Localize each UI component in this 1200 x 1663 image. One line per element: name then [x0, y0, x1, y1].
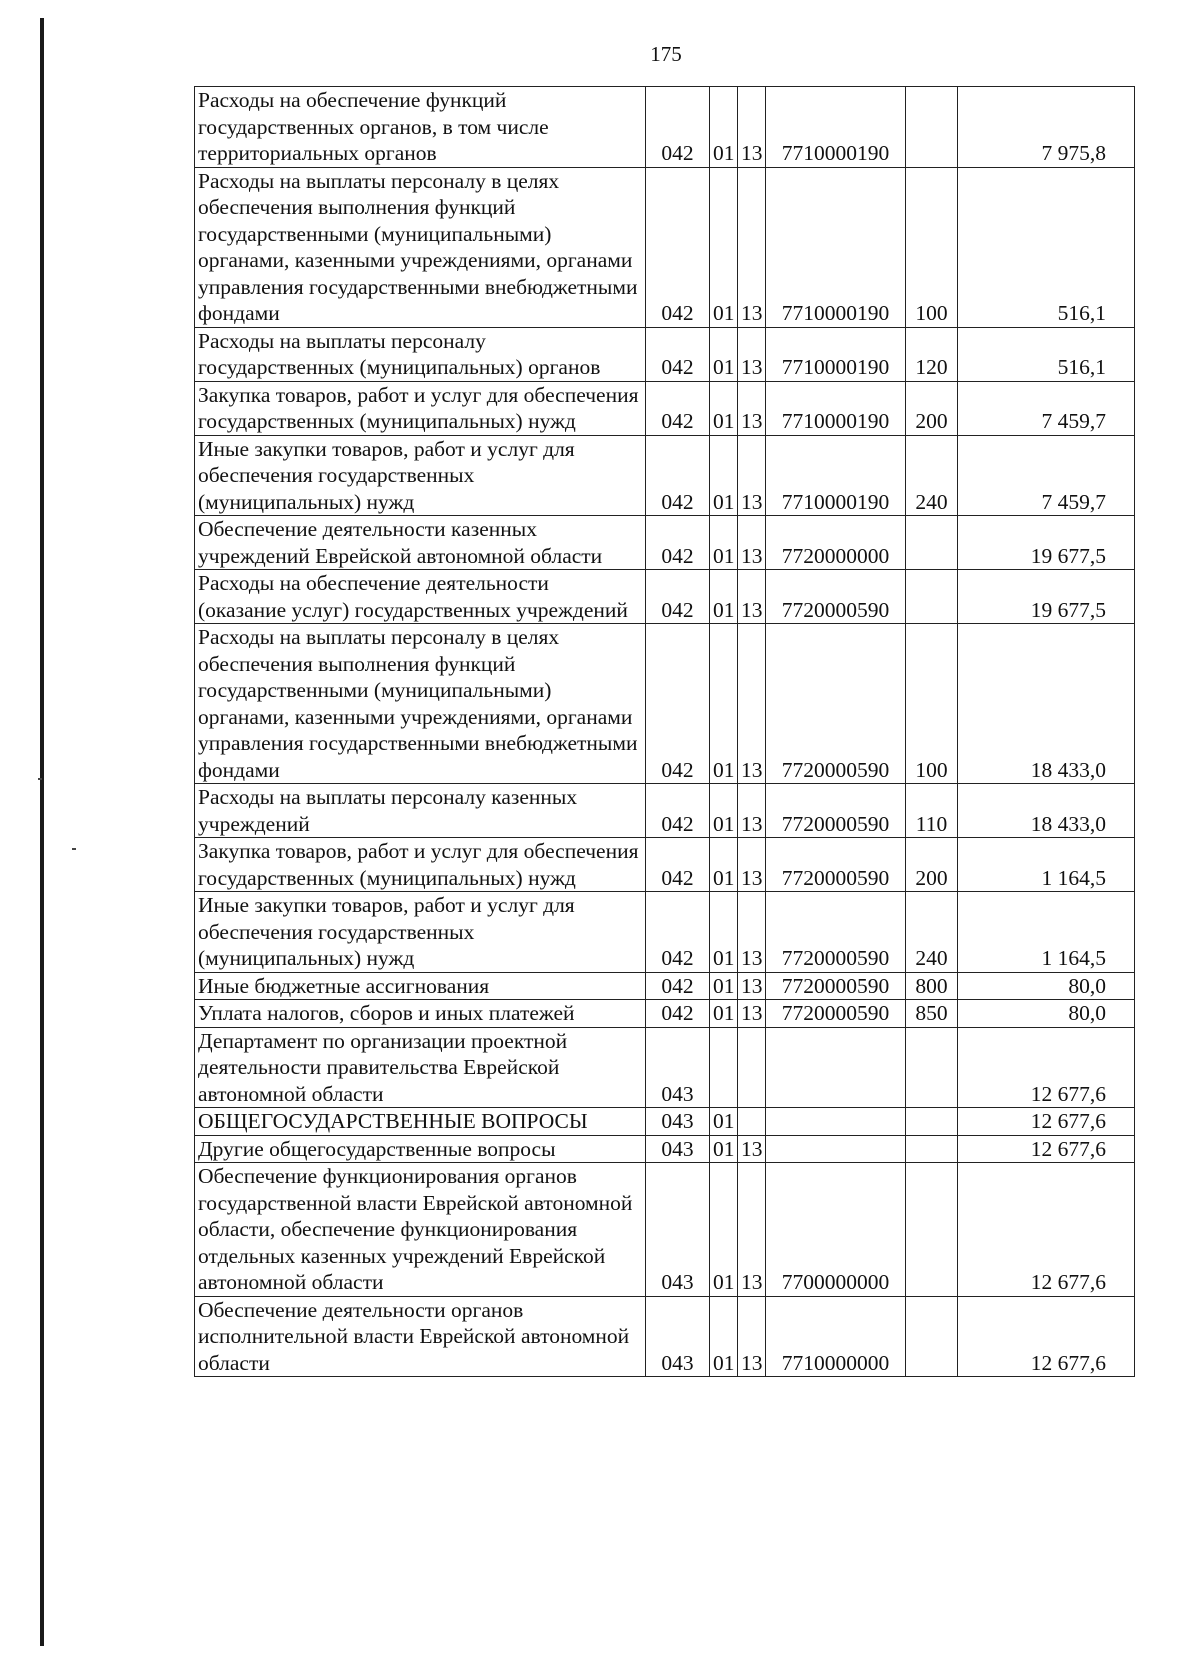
table-row	[195, 624, 1135, 784]
row-subsection-cell: 13	[738, 381, 766, 435]
row-grbs-cell: 043	[646, 1135, 710, 1163]
row-name-cell: Расходы на выплаты персоналу в целях обеспечения выполнения функций государственными (муниципальными) органами, казенными учреждениями, органами управления государственными внебюджетными фондами	[195, 167, 646, 327]
page-number: 175	[650, 42, 682, 66]
row-grbs-cell: 042	[646, 624, 710, 784]
table-row	[195, 327, 1135, 381]
table-row	[195, 972, 1135, 1000]
row-target-article-cell: 7710000000	[766, 1296, 906, 1377]
row-name-cell: Закупка товаров, работ и услуг для обеспечения государственных (муниципальных) нужд	[195, 381, 646, 435]
row-name-cell: Расходы на выплаты персоналу в целях обеспечения выполнения функций государственными (муниципальными) органами, казенными учреждениями, органами управления государственными внебюджетными фондами	[195, 624, 646, 784]
table-row	[195, 838, 1135, 892]
row-section-cell: 01	[710, 1296, 738, 1377]
row-expense-type-cell	[906, 516, 958, 570]
row-grbs-cell: 042	[646, 972, 710, 1000]
row-name-cell: Другие общегосударственные вопросы	[195, 1135, 646, 1163]
row-section-cell: 01	[710, 892, 738, 973]
row-section-cell: 01	[710, 624, 738, 784]
row-grbs-cell: 043	[646, 1296, 710, 1377]
row-target-article-cell	[766, 1027, 906, 1108]
row-expense-type-cell: 100	[906, 624, 958, 784]
row-section-cell: 01	[710, 87, 738, 168]
table-row	[195, 435, 1135, 516]
row-grbs-cell: 042	[646, 784, 710, 838]
row-section-cell: 01	[710, 1108, 738, 1136]
row-target-article-cell: 7720000000	[766, 516, 906, 570]
row-target-article-cell: 7710000190	[766, 167, 906, 327]
row-expense-type-cell: 200	[906, 381, 958, 435]
row-subsection-cell: 13	[738, 1135, 766, 1163]
row-expense-type-cell: 120	[906, 327, 958, 381]
budget-table-body	[195, 87, 1135, 1377]
row-name-cell: Расходы на выплаты персоналу государственных (муниципальных) органов	[195, 327, 646, 381]
row-sum-cell: 18 433,0	[958, 784, 1135, 838]
row-subsection-cell: 13	[738, 838, 766, 892]
row-subsection-cell: 13	[738, 624, 766, 784]
row-subsection-cell: 13	[738, 892, 766, 973]
row-subsection-cell: 13	[738, 784, 766, 838]
row-sum-cell: 7 459,7	[958, 381, 1135, 435]
table-row	[195, 1135, 1135, 1163]
row-name-cell: ОБЩЕГОСУДАРСТВЕННЫЕ ВОПРОСЫ	[195, 1108, 646, 1136]
row-name-cell: Департамент по организации проектной деятельности правительства Еврейской автономной области	[195, 1027, 646, 1108]
table-row	[195, 516, 1135, 570]
row-subsection-cell: 13	[738, 1163, 766, 1297]
row-subsection-cell: 13	[738, 435, 766, 516]
row-section-cell: 01	[710, 381, 738, 435]
scan-speck	[38, 778, 42, 780]
row-name-cell: Расходы на выплаты персоналу казенных учреждений	[195, 784, 646, 838]
row-expense-type-cell	[906, 1163, 958, 1297]
row-subsection-cell: 13	[738, 972, 766, 1000]
row-expense-type-cell: 100	[906, 167, 958, 327]
row-sum-cell: 19 677,5	[958, 570, 1135, 624]
row-section-cell: 01	[710, 1135, 738, 1163]
row-target-article-cell: 7720000590	[766, 838, 906, 892]
budget-table	[194, 86, 1135, 1377]
row-target-article-cell: 7720000590	[766, 624, 906, 784]
row-target-article-cell	[766, 1135, 906, 1163]
row-target-article-cell: 7710000190	[766, 435, 906, 516]
row-grbs-cell: 042	[646, 435, 710, 516]
table-row	[195, 1108, 1135, 1136]
row-name-cell: Уплата налогов, сборов и иных платежей	[195, 1000, 646, 1028]
row-expense-type-cell: 240	[906, 892, 958, 973]
row-sum-cell: 7 459,7	[958, 435, 1135, 516]
scan-edge-line	[40, 18, 44, 1646]
row-target-article-cell: 7720000590	[766, 1000, 906, 1028]
row-grbs-cell: 042	[646, 381, 710, 435]
row-expense-type-cell: 200	[906, 838, 958, 892]
scan-speck	[72, 848, 76, 850]
row-grbs-cell: 043	[646, 1108, 710, 1136]
row-subsection-cell: 13	[738, 516, 766, 570]
row-grbs-cell: 042	[646, 516, 710, 570]
row-grbs-cell: 042	[646, 838, 710, 892]
row-sum-cell: 1 164,5	[958, 892, 1135, 973]
row-target-article-cell: 7700000000	[766, 1163, 906, 1297]
row-sum-cell: 516,1	[958, 327, 1135, 381]
row-target-article-cell: 7720000590	[766, 972, 906, 1000]
row-name-cell: Обеспечение деятельности казенных учреждений Еврейской автономной области	[195, 516, 646, 570]
row-section-cell: 01	[710, 1163, 738, 1297]
row-section-cell: 01	[710, 784, 738, 838]
row-subsection-cell	[738, 1027, 766, 1108]
table-row	[195, 784, 1135, 838]
row-target-article-cell	[766, 1108, 906, 1136]
row-name-cell: Обеспечение деятельности органов исполнительной власти Еврейской автономной области	[195, 1296, 646, 1377]
row-sum-cell: 12 677,6	[958, 1135, 1135, 1163]
row-grbs-cell: 042	[646, 570, 710, 624]
row-sum-cell: 12 677,6	[958, 1296, 1135, 1377]
row-grbs-cell: 042	[646, 327, 710, 381]
row-expense-type-cell	[906, 1027, 958, 1108]
row-target-article-cell: 7720000590	[766, 784, 906, 838]
row-section-cell: 01	[710, 327, 738, 381]
row-section-cell: 01	[710, 838, 738, 892]
row-subsection-cell: 13	[738, 327, 766, 381]
row-expense-type-cell: 110	[906, 784, 958, 838]
table-row	[195, 1000, 1135, 1028]
row-sum-cell: 18 433,0	[958, 624, 1135, 784]
row-grbs-cell: 042	[646, 892, 710, 973]
row-sum-cell: 19 677,5	[958, 516, 1135, 570]
row-name-cell: Иные закупки товаров, работ и услуг для обеспечения государственных (муниципальных) нужд	[195, 892, 646, 973]
row-expense-type-cell	[906, 87, 958, 168]
row-section-cell: 01	[710, 570, 738, 624]
row-name-cell: Расходы на обеспечение функций государственных органов, в том числе территориальных органов	[195, 87, 646, 168]
row-name-cell: Закупка товаров, работ и услуг для обеспечения государственных (муниципальных) нужд	[195, 838, 646, 892]
row-sum-cell: 80,0	[958, 972, 1135, 1000]
row-name-cell: Расходы на обеспечение деятельности (оказание услуг) государственных учреждений	[195, 570, 646, 624]
row-sum-cell: 12 677,6	[958, 1027, 1135, 1108]
row-subsection-cell: 13	[738, 1000, 766, 1028]
table-row	[195, 892, 1135, 973]
row-target-article-cell: 7710000190	[766, 381, 906, 435]
row-sum-cell: 7 975,8	[958, 87, 1135, 168]
row-grbs-cell: 043	[646, 1163, 710, 1297]
row-sum-cell: 12 677,6	[958, 1163, 1135, 1297]
table-row	[195, 381, 1135, 435]
table-row	[195, 87, 1135, 168]
table-row	[195, 167, 1135, 327]
row-section-cell: 01	[710, 167, 738, 327]
row-expense-type-cell: 240	[906, 435, 958, 516]
row-section-cell: 01	[710, 435, 738, 516]
row-grbs-cell: 042	[646, 87, 710, 168]
row-subsection-cell: 13	[738, 1296, 766, 1377]
row-expense-type-cell	[906, 570, 958, 624]
table-row	[195, 1163, 1135, 1297]
row-grbs-cell: 042	[646, 1000, 710, 1028]
row-section-cell: 01	[710, 516, 738, 570]
row-target-article-cell: 7720000590	[766, 892, 906, 973]
row-section-cell	[710, 1027, 738, 1108]
row-subsection-cell: 13	[738, 167, 766, 327]
row-name-cell: Обеспечение функционирования органов государственной власти Еврейской автономной области, обеспечение функционирования отдельных казенных учреждений Еврейской автономной области	[195, 1163, 646, 1297]
row-expense-type-cell: 850	[906, 1000, 958, 1028]
table-row	[195, 570, 1135, 624]
row-target-article-cell: 7710000190	[766, 327, 906, 381]
row-expense-type-cell	[906, 1108, 958, 1136]
table-row	[195, 1027, 1135, 1108]
row-expense-type-cell: 800	[906, 972, 958, 1000]
row-grbs-cell: 043	[646, 1027, 710, 1108]
row-section-cell: 01	[710, 972, 738, 1000]
row-sum-cell: 12 677,6	[958, 1108, 1135, 1136]
row-sum-cell: 80,0	[958, 1000, 1135, 1028]
row-subsection-cell: 13	[738, 570, 766, 624]
row-expense-type-cell	[906, 1135, 958, 1163]
row-grbs-cell: 042	[646, 167, 710, 327]
row-sum-cell: 1 164,5	[958, 838, 1135, 892]
table-row	[195, 1296, 1135, 1377]
row-subsection-cell	[738, 1108, 766, 1136]
row-name-cell: Иные закупки товаров, работ и услуг для обеспечения государственных (муниципальных) нужд	[195, 435, 646, 516]
row-subsection-cell: 13	[738, 87, 766, 168]
row-target-article-cell: 7720000590	[766, 570, 906, 624]
row-name-cell: Иные бюджетные ассигнования	[195, 972, 646, 1000]
row-target-article-cell: 7710000190	[766, 87, 906, 168]
row-section-cell: 01	[710, 1000, 738, 1028]
row-expense-type-cell	[906, 1296, 958, 1377]
row-sum-cell: 516,1	[958, 167, 1135, 327]
